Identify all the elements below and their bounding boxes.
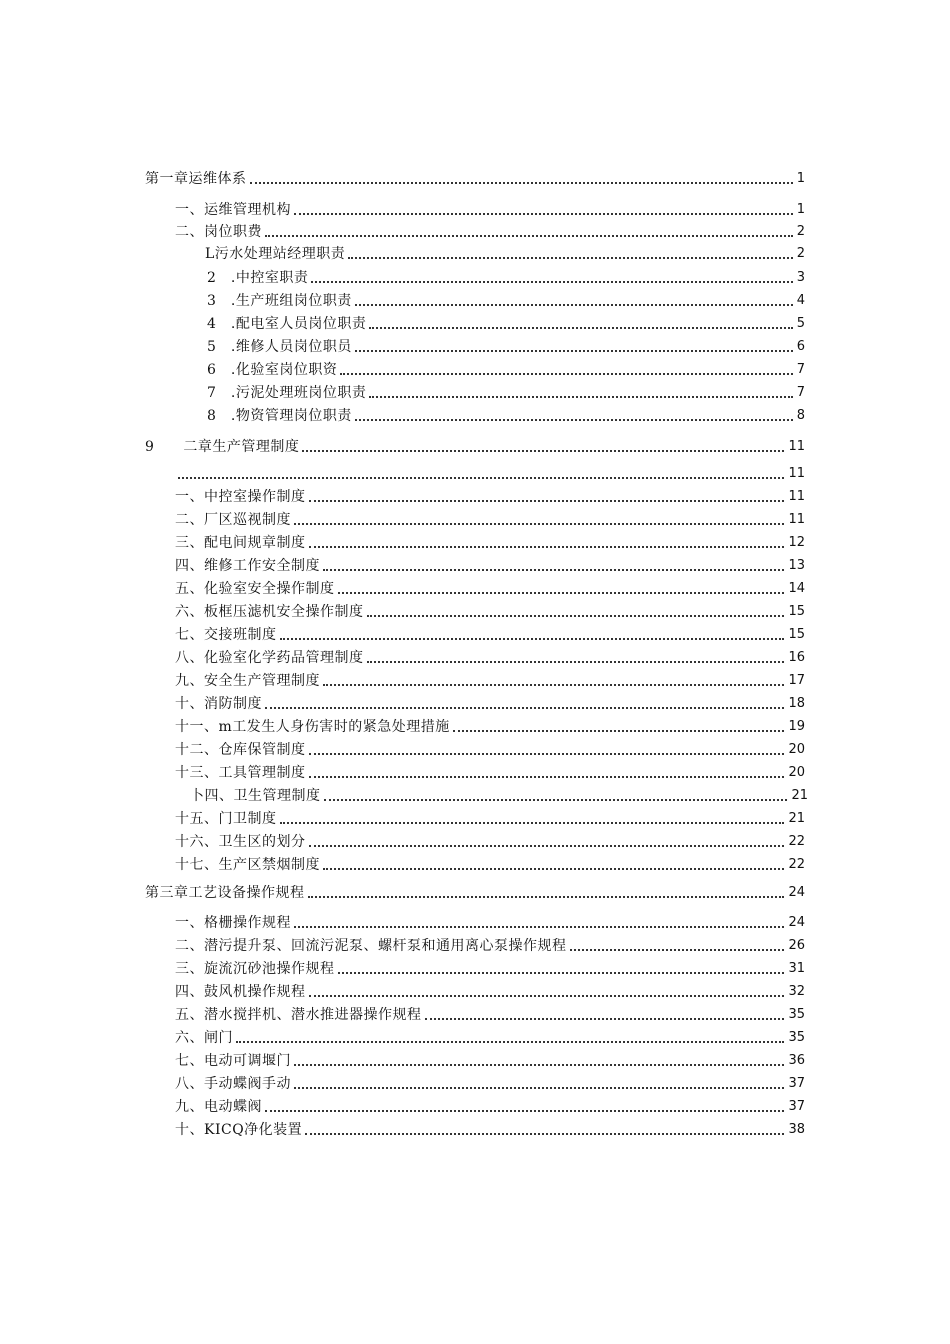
toc-entry-title: 卜四、卫生管理制度: [190, 788, 321, 804]
dot-leader: [236, 1041, 784, 1043]
dot-leader: [294, 1087, 784, 1089]
toc-entry[interactable]: [207, 265, 805, 287]
toc-entry-page: 16: [788, 650, 805, 665]
toc-entry[interactable]: [175, 553, 805, 575]
toc-entry[interactable]: [207, 311, 805, 333]
toc-entry[interactable]: [175, 461, 805, 483]
toc-entry-page: 31: [788, 961, 805, 976]
dot-leader: [250, 182, 793, 184]
dot-leader: [369, 327, 792, 329]
toc-entry-title: 八、手动蝶阀手动: [175, 1076, 291, 1092]
toc-entry-title: 3 .生产班组岗位职责: [207, 293, 352, 309]
toc-entry-title: 9 二章生产管理制度: [145, 439, 300, 455]
toc-entry-title: 五、潜水搅拌机、潜水推进器操作规程: [175, 1007, 422, 1023]
toc-entry-title: 二、厂区巡视制度: [175, 512, 291, 528]
toc-entry-page: 11: [788, 439, 805, 454]
toc-entry-page: 4: [796, 293, 805, 308]
dot-leader: [355, 419, 793, 421]
toc-entry[interactable]: [175, 1071, 805, 1093]
toc-entry-title: 十六、卫生区的划分: [175, 834, 306, 850]
toc-entry-title: 4 .配电室人员岗位职责: [207, 316, 367, 332]
toc-entry-page: 26: [788, 938, 805, 953]
toc-entry-page: 12: [788, 535, 805, 550]
toc-entry-title: 十三、工具管理制度: [175, 765, 306, 781]
toc-entry[interactable]: [145, 434, 805, 456]
toc-entry[interactable]: [175, 1048, 805, 1070]
toc-entry[interactable]: [175, 910, 805, 932]
dot-leader: [324, 799, 788, 801]
toc-entry-title: 二、潜污提升泵、回流污泥泵、螺杆泵和通用离心泵操作规程: [175, 938, 567, 954]
dot-leader: [265, 707, 784, 709]
toc-entry-page: 24: [788, 885, 805, 900]
toc-entry[interactable]: [175, 484, 805, 506]
toc-entry-title: 六、闸门: [175, 1030, 233, 1046]
toc-entry[interactable]: [175, 691, 805, 713]
toc-entry-title: 一、运维管理机构: [175, 202, 291, 218]
toc-entry-title: 九、安全生产管理制度: [175, 673, 320, 689]
toc-entry-title: 一、格栅操作规程: [175, 915, 291, 931]
toc-entry-title: 十七、生产区禁烟制度: [175, 857, 320, 873]
toc-entry[interactable]: [175, 599, 805, 621]
dot-leader: [309, 776, 785, 778]
dot-leader: [570, 949, 785, 951]
toc-entry-page: 15: [788, 604, 805, 619]
dot-leader: [294, 926, 784, 928]
dot-leader: [338, 972, 785, 974]
toc-entry[interactable]: [207, 334, 805, 356]
dot-leader: [265, 235, 793, 237]
toc-entry[interactable]: [175, 622, 805, 644]
dot-leader: [305, 1133, 784, 1135]
toc-entry[interactable]: [205, 241, 805, 263]
toc-entry[interactable]: [207, 357, 805, 379]
toc-entry[interactable]: [175, 979, 805, 1001]
toc-entry-title: 一、中控室操作制度: [175, 489, 306, 505]
toc-entry-page: 37: [788, 1076, 805, 1091]
toc-entry[interactable]: [175, 806, 805, 828]
toc-entry-title: 十一、m工发生人身伤害时的紧急处理措施: [175, 719, 450, 735]
toc-entry[interactable]: [175, 714, 805, 736]
toc-entry[interactable]: [175, 576, 805, 598]
toc-entry-page: 11: [788, 512, 805, 527]
toc-entry[interactable]: [145, 166, 805, 188]
toc-entry-page: 1: [796, 202, 805, 217]
toc-entry-page: 20: [788, 765, 805, 780]
toc-entry-page: 19: [788, 719, 805, 734]
toc-entry-title: 6 .化验室岗位职资: [207, 362, 338, 378]
dot-leader: [294, 1064, 784, 1066]
toc-entry-page: 20: [788, 742, 805, 757]
toc-entry-title: 八、化验室化学药品管理制度: [175, 650, 364, 666]
toc-entry-title: 7 .污泥处理班岗位职责: [207, 385, 367, 401]
dot-leader: [340, 373, 792, 375]
toc-entry[interactable]: [175, 219, 805, 241]
dot-leader: [302, 450, 784, 452]
toc-entry-page: 15: [788, 627, 805, 642]
toc-entry-page: 2: [796, 246, 805, 261]
dot-leader: [280, 822, 785, 824]
dot-leader: [294, 213, 793, 215]
toc-entry-page: 3: [796, 270, 805, 285]
dot-leader: [323, 569, 784, 571]
toc-entry[interactable]: [175, 1117, 805, 1139]
dot-leader: [311, 281, 792, 283]
toc-entry-title: 五、化验室安全操作制度: [175, 581, 335, 597]
toc-entry[interactable]: [175, 933, 805, 955]
toc-entry-title: 三、旋流沉砂池操作规程: [175, 961, 335, 977]
dot-leader: [309, 845, 785, 847]
toc-entry[interactable]: [207, 380, 805, 402]
dot-leader: [308, 896, 785, 898]
toc-entry-title: 四、鼓风机操作规程: [175, 984, 306, 1000]
toc-entry-title: 第一章运维体系: [145, 171, 247, 187]
toc-entry[interactable]: [175, 645, 805, 667]
toc-entry-page: 14: [788, 581, 805, 596]
toc-entry-page: 11: [788, 489, 805, 504]
toc-entry-page: 22: [788, 834, 805, 849]
toc-entry[interactable]: [175, 737, 805, 759]
toc-entry-page: 18: [788, 696, 805, 711]
toc-entry-title: 第三章工艺设备操作规程: [145, 885, 305, 901]
toc-entry-page: 38: [788, 1122, 805, 1137]
dot-leader: [265, 1110, 784, 1112]
toc-entry-title: 二、岗位职费: [175, 224, 262, 240]
toc-entry-page: 35: [788, 1007, 805, 1022]
dot-leader: [348, 257, 792, 259]
dot-leader: [309, 753, 785, 755]
dot-leader: [338, 592, 785, 594]
toc-entry-page: 21: [791, 788, 808, 803]
toc-entry[interactable]: [175, 1002, 805, 1024]
toc-entry[interactable]: [175, 760, 805, 782]
toc-entry[interactable]: [175, 1094, 805, 1116]
toc-entry-title: 2 .中控室职责: [207, 270, 309, 286]
toc-entry-title: 十、消防制度: [175, 696, 262, 712]
toc-entry-page: 36: [788, 1053, 805, 1068]
toc-entry[interactable]: [145, 880, 805, 902]
toc-entry-title: 十、KICQ净化装置: [175, 1122, 303, 1138]
toc-entry-page: 24: [788, 915, 805, 930]
dot-leader: [309, 500, 785, 502]
toc-entry-page: 7: [796, 362, 805, 377]
toc-entry-page: 5: [796, 316, 805, 331]
dot-leader: [425, 1018, 785, 1020]
toc-entry-title: 5 .维修人员岗位职员: [207, 339, 352, 355]
toc-entry-title: 九、电动蝶阀: [175, 1099, 262, 1115]
toc-entry-title: 四、维修工作安全制度: [175, 558, 320, 574]
dot-leader: [178, 477, 784, 479]
dot-leader: [280, 638, 785, 640]
toc-entry-title: 七、交接班制度: [175, 627, 277, 643]
dot-leader: [355, 304, 793, 306]
toc-entry[interactable]: [175, 197, 805, 219]
toc-entry-title: 六、板框压滤机安全操作制度: [175, 604, 364, 620]
dot-leader: [367, 661, 785, 663]
toc-entry-page: 1: [796, 171, 805, 186]
toc-entry-page: 2: [796, 224, 805, 239]
toc-entry[interactable]: [190, 783, 808, 805]
toc-entry[interactable]: [175, 1025, 805, 1047]
toc-entry[interactable]: [175, 530, 805, 552]
toc-entry-title: 十五、门卫制度: [175, 811, 277, 827]
toc-entry[interactable]: [175, 668, 805, 690]
toc-entry-page: 13: [788, 558, 805, 573]
toc-entry-page: 32: [788, 984, 805, 999]
toc-entry-title: L污水处理站经理职责: [205, 246, 346, 262]
dot-leader: [323, 868, 784, 870]
toc-entry-page: 6: [796, 339, 805, 354]
dot-leader: [294, 523, 784, 525]
toc-entry-page: 22: [788, 857, 805, 872]
toc-entry-page: 37: [788, 1099, 805, 1114]
toc-entry[interactable]: [207, 403, 805, 425]
toc-entry-page: 17: [788, 673, 805, 688]
dot-leader: [369, 396, 792, 398]
toc-entry-page: 8: [796, 408, 805, 423]
dot-leader: [367, 615, 785, 617]
toc-entry-page: 35: [788, 1030, 805, 1045]
toc-entry[interactable]: [175, 852, 805, 874]
toc-entry-page: 7: [796, 385, 805, 400]
dot-leader: [323, 684, 784, 686]
toc-entry[interactable]: [175, 507, 805, 529]
dot-leader: [355, 350, 793, 352]
toc-entry-title: 七、电动可调堰门: [175, 1053, 291, 1069]
toc-entry-page: 21: [788, 811, 805, 826]
toc-entry[interactable]: [207, 288, 805, 310]
toc-entry-title: 8 .物资管理岗位职责: [207, 408, 352, 424]
dot-leader: [453, 730, 785, 732]
toc-entry[interactable]: [175, 829, 805, 851]
toc-entry-page: 11: [788, 466, 805, 481]
toc-entry-title: 三、配电间规章制度: [175, 535, 306, 551]
toc-entry-title: 十二、仓库保管制度: [175, 742, 306, 758]
dot-leader: [309, 546, 785, 548]
toc-entry[interactable]: [175, 956, 805, 978]
dot-leader: [309, 995, 785, 997]
